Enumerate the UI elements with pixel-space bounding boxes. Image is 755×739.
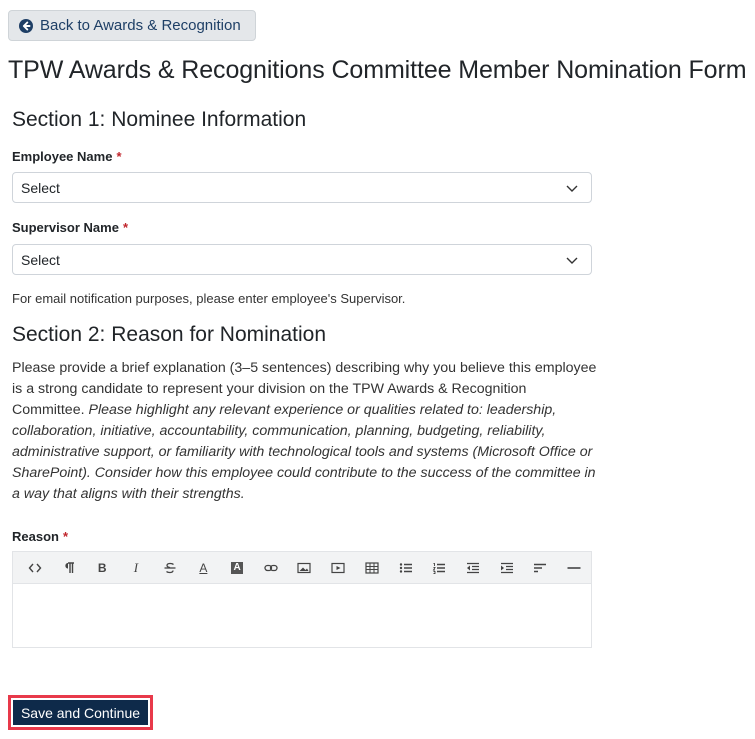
back-button-label: Back to Awards & Recognition <box>40 17 241 34</box>
back-to-awards-button[interactable] <box>8 10 256 41</box>
editor-toolbar <box>13 552 591 584</box>
align-left-icon[interactable] <box>524 552 558 583</box>
required-marker: * <box>62 529 69 544</box>
supervisor-name-label <box>12 220 128 235</box>
chevron-down-icon <box>565 253 579 267</box>
supervisor-name-select-value: Select <box>21 251 60 268</box>
outdent-icon[interactable] <box>456 552 490 583</box>
section1-title: Section 1: Nominee Information <box>12 108 307 131</box>
employee-name-label-text: Employee Name <box>12 149 113 164</box>
chevron-down-icon <box>565 181 579 195</box>
supervisor-help-text: For email notification purposes, please enter employee's Supervisor. <box>12 291 406 306</box>
font-color-icon[interactable]: A <box>199 560 208 575</box>
highlight-icon[interactable] <box>220 552 254 583</box>
numbered-list-icon[interactable] <box>422 552 456 583</box>
table-icon[interactable] <box>355 552 389 583</box>
bold-icon[interactable]: B <box>97 560 107 575</box>
highlight-glyph: A <box>231 562 243 574</box>
image-icon[interactable] <box>288 552 322 583</box>
nomination-instructions <box>12 358 602 505</box>
horizontal-rule-icon[interactable] <box>557 552 591 583</box>
employee-name-select[interactable] <box>12 172 592 203</box>
reason-rich-text-editor <box>12 551 592 648</box>
required-marker: * <box>116 149 122 164</box>
required-marker: * <box>122 220 128 235</box>
strikethrough-icon[interactable] <box>153 552 187 583</box>
paragraph-icon[interactable] <box>52 552 86 583</box>
section2-title: Section 2: Reason for Nomination <box>12 323 327 346</box>
instructions-italic: Please highlight any relevant experience or qualities related to: leadership, collaboration, initiative, accountability, communication, planning, budgeting, reliability, administrative support, or familiarity with technological tools and systems (Microsoft Office or SharePoint). Consider how this employee could contribute to the success of the committee in a way that aligns with their strengths. <box>12 402 596 502</box>
save-and-continue-button[interactable]: Save and Continue <box>11 698 150 727</box>
italic-icon[interactable]: I <box>133 559 139 575</box>
bullet-list-icon[interactable] <box>389 552 423 583</box>
reason-editor-area[interactable] <box>13 584 591 648</box>
code-view-icon[interactable] <box>18 552 52 583</box>
link-icon[interactable] <box>254 552 288 583</box>
supervisor-name-select[interactable] <box>12 244 592 275</box>
video-icon[interactable] <box>321 552 355 583</box>
reason-label-text: Reason <box>12 529 59 544</box>
circle-arrow-left-icon <box>19 19 33 33</box>
supervisor-name-label-text: Supervisor Name <box>12 220 119 235</box>
employee-name-select-value: Select <box>21 179 60 196</box>
indent-icon[interactable] <box>490 552 524 583</box>
page-title: TPW Awards & Recognitions Committee Member Nomination Form <box>8 56 747 84</box>
save-button-focus-outline <box>8 695 153 730</box>
reason-label <box>12 529 68 544</box>
instructions-plain: Please provide a brief explanation (3–5 sentences) describing why you believe this employee is a strong candidate to represent your division on the TPW Awards & Recognition Committee. <box>12 360 597 418</box>
employee-name-label <box>12 149 122 164</box>
